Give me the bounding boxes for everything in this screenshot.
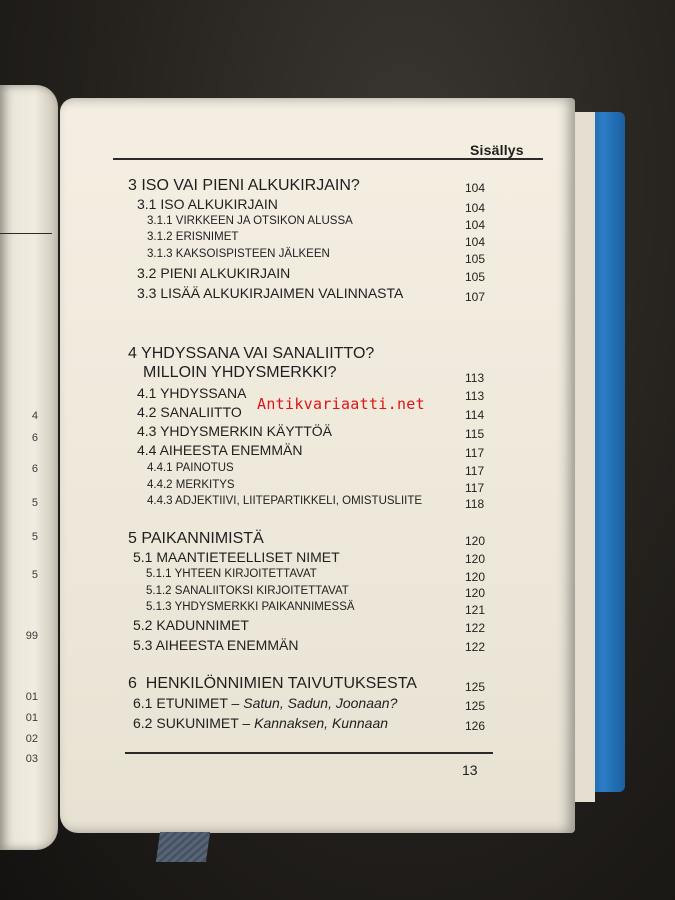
toc-subsection-5-1-1: 5.1.1 YHTEEN KIRJOITETTAVAT <box>146 568 317 580</box>
toc-subsection-3-1-3: 3.1.3 KAKSOISPISTEEN JÄLKEEN <box>147 248 330 260</box>
footer-rule <box>125 752 493 754</box>
toc-section-5-1: 5.1 MAANTIETEELLISET NIMET <box>133 549 340 565</box>
toc-section-3-2: 3.2 PIENI ALKUKIRJAIN <box>137 265 291 281</box>
toc-section-5-3: 5.3 AIHEESTA ENEMMÄN <box>133 637 299 653</box>
toc-page-number: 126 <box>465 719 486 733</box>
toc-chapter-3: 3 ISO VAI PIENI ALKUKIRJAIN? <box>128 177 360 194</box>
left-page-rule <box>0 233 52 234</box>
toc-page-number: 104 <box>465 201 486 215</box>
watermark: Antikvariaatti.net <box>257 395 425 413</box>
left-page-fragment: 03 <box>25 753 38 765</box>
left-page-fragment: 5 <box>31 569 38 581</box>
toc-page-number: 113 <box>465 371 485 385</box>
toc-separator: – <box>227 695 244 711</box>
toc-page-number: 104 <box>465 235 486 249</box>
toc-page-number: 104 <box>465 181 486 195</box>
toc-page-number: 120 <box>465 552 486 566</box>
toc-subsection-3-1-1: 3.1.1 VIRKKEEN JA OTSIKON ALUSSA <box>147 215 353 227</box>
toc-section-4-1: 4.1 YHDYSSANA <box>137 385 247 401</box>
toc-chapter-4: 4 YHDYSSANA VAI SANALIITTO? <box>128 345 375 362</box>
toc-chapter-6: 6 HENKILÖNNIMIEN TAIVUTUKSESTA <box>128 675 417 692</box>
toc-separator: – <box>238 715 255 731</box>
toc-section-4-2: 4.2 SANALIITTO <box>137 404 242 420</box>
toc-page-number: 125 <box>465 699 486 713</box>
toc-page-number: 105 <box>465 270 486 284</box>
toc-section-4-4: 4.4 AIHEESTA ENEMMÄN <box>137 442 303 458</box>
ribbon-bookmark <box>156 832 210 862</box>
toc-page-number: 120 <box>465 570 486 584</box>
toc-section-6-1 <box>133 695 397 711</box>
toc-section-title: 6.2 SUKUNIMET <box>133 715 239 731</box>
toc-subsection-4-4-1: 4.4.1 PAINOTUS <box>147 462 234 474</box>
toc-subsection-3-1-2: 3.1.2 ERISNIMET <box>147 231 239 243</box>
left-page-fragment: 02 <box>25 733 38 745</box>
toc-page-number: 125 <box>465 680 486 694</box>
toc-page-number: 107 <box>465 290 486 304</box>
toc-subsection-5-1-2: 5.1.2 SANALIITOKSI KIRJOITETTAVAT <box>146 585 349 597</box>
toc-subsection-5-1-3: 5.1.3 YHDYSMERKKI PAIKANNIMESSÄ <box>146 601 355 613</box>
toc-page-number: 113 <box>465 389 485 403</box>
toc-page-number: 117 <box>465 446 485 460</box>
left-page-fragment: 5 <box>31 497 38 509</box>
left-page-fragment: 6 <box>31 463 38 475</box>
toc-section-3-1: 3.1 ISO ALKUKIRJAIN <box>137 196 278 212</box>
toc-chapter-4-line-2: MILLOIN YHDYSMERKKI? <box>143 364 337 381</box>
toc-page-number: 118 <box>465 497 485 511</box>
toc-page-number: 122 <box>465 640 486 654</box>
toc-section-title: 6.1 ETUNIMET <box>133 695 228 711</box>
left-page-fragment: 01 <box>25 712 38 724</box>
toc-chapter-5: 5 PAIKANNIMISTÄ <box>128 530 264 547</box>
toc-page-number: 122 <box>465 621 486 635</box>
toc-page-number: 105 <box>465 252 486 266</box>
left-page-fragment: 01 <box>25 691 38 703</box>
toc-examples: Satun, Sadun, Joonaan? <box>243 695 398 711</box>
left-page-fragment: 6 <box>31 432 38 444</box>
toc-page-number: 114 <box>465 408 485 422</box>
toc-page-number: 115 <box>465 427 485 441</box>
page-header-title: Sisällys <box>470 142 524 158</box>
toc-page-number: 120 <box>465 586 486 600</box>
left-page <box>0 85 58 850</box>
toc-examples: Kannaksen, Kunnaan <box>254 715 389 731</box>
toc-page-number: 120 <box>465 534 486 548</box>
toc-section-5-2: 5.2 KADUNNIMET <box>133 617 249 633</box>
toc-subsection-4-4-3: 4.4.3 ADJEKTIIVI, LIITEPARTIKKELI, OMISTUSLIITE <box>147 495 423 507</box>
left-page-fragment: 4 <box>31 410 38 422</box>
toc-section-4-3: 4.3 YHDYSMERKIN KÄYTTÖÄ <box>137 423 333 439</box>
toc-page-number: 104 <box>465 218 486 232</box>
left-page-fragment: 99 <box>25 630 38 642</box>
page-number: 13 <box>462 762 478 778</box>
header-rule <box>113 158 543 160</box>
toc-page-number: 117 <box>465 464 485 478</box>
toc-section-3-3: 3.3 LISÄÄ ALKUKIRJAIMEN VALINNASTA <box>137 285 404 301</box>
toc-page-number: 117 <box>465 481 485 495</box>
toc-subsection-4-4-2: 4.4.2 MERKITYS <box>147 479 235 491</box>
toc-section-6-2 <box>133 715 388 731</box>
toc-page-number: 121 <box>465 603 486 617</box>
left-page-fragment: 5 <box>31 531 38 543</box>
